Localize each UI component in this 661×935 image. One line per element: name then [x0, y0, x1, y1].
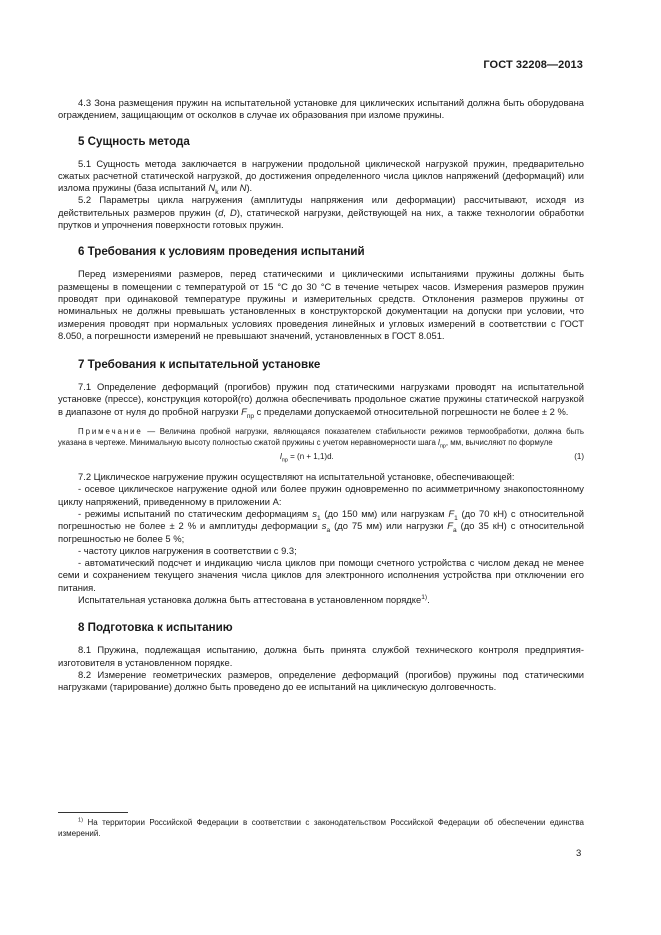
clause-7-2: 7.2 Циклическое нагружение пружин осуществляют на испытательной установке, обеспечивающей:: [78, 471, 515, 483]
footnote: $^{1)}$ На территории Российской Федерации в соответствии с законодательством Российской Федерации об обеспечении единства измерений.: [58, 817, 584, 838]
footnote-ref: 1): [421, 593, 428, 601]
footnote-separator: [58, 812, 128, 813]
list-item: - осевое циклическое нагружение одной или более пружин одновременно по асимметричному знакопостоянному циклу напряжений, приведенному в приложении А:: [58, 483, 584, 507]
clause-7-1: 7.1 Определение деформаций (прогибов) пружин под статическими нагрузками проводят на испытательной установке (прессе), конструкция которой(го) должна обеспечивать продольное сжатие пружины статической нагрузкой в диапазоне от нуля до пробной нагрузки $F_{пр}$ с пределами допускаемой относительной погрешности не более ± 2 %.: [58, 381, 584, 420]
list-item: - частоту циклов нагружения в соответствии с 9.3;: [78, 544, 297, 556]
section-6-title: 6 Требования к условиям проведения испытаний: [78, 245, 365, 259]
note-label: Примечание: [78, 427, 143, 437]
clause-4-3: 4.3 Зона размещения пружин на испытательной установке для циклических испытаний должна быть оборудована ограждением, защищающим от осколков в случае их образования при изломе пружины.: [58, 97, 584, 121]
formula-number: (1): [574, 452, 584, 462]
list-item: - автоматический подсчет и индикацию числа циклов при помощи счетного устройства с числом декад не менее семи и сохранением текущего значения числа циклов для электронного исполнения устройства при отключении его питания.: [58, 557, 584, 593]
clause-8-1: 8.1 Пружина, подлежащая испытанию, должна быть принята службой технического контроля предприятия-изготовителя в установленном порядке.: [58, 644, 584, 668]
standard-header: ГОСТ 32208—2013: [483, 59, 583, 71]
clause-5-2: 5.2 Параметры цикла нагружения (амплитуды напряжения или деформации) рассчитывают, исходя из действительных размеров пружин (d, D), статической нагрузки, действующей на них, а также технологии обработки прутков и упрочнения поверхности готовых пружин.: [58, 194, 584, 231]
section-6-paragraph: Перед измерениями размеров, перед статическими и циклическими испытаниями пружины должны быть размещены в помещении с температурой от 15 °С до 30 °С в течение четырех часов. Измерения размеров пружин проводят при одинаковой температуре пружины и измерительных средств. Отклонения размеров пружины от номинальных не должны превышать установленных в конструкторской документации на допуски при условии, что измерения проводят при нормальных условиях проведения линейных и угловых измерений в соответствии с ГОСТ 8.050, а погрешности измерений не превышают значений, установленных в ГОСТ 8.051.: [58, 268, 584, 341]
clause-8-2: 8.2 Измерение геометрических размеров, определение деформаций (прогибов) пружины под статическими нагрузками (тарирование) должно быть проведено до ее испытаний на циклическую долговечность.: [58, 668, 584, 693]
attestation-paragraph: Испытательная установка должна быть аттестована в установленном порядке$^{1)}$.: [78, 593, 430, 606]
note: Примечание — Величина пробной нагрузки, являющаяся показателем стабильности режимов термообработки, должна быть указана в чертеже. Минимальную высоту полностью сжатой пружины с учетом неравномерности шага $l_{пр}$, мм, вычисляют по формуле: [58, 427, 584, 450]
formula-1: [58, 450, 584, 465]
formula-expression: $l_{пр} = (n + 1,1)d$.: [280, 452, 334, 464]
section-8-title: 8 Подготовка к испытанию: [78, 621, 233, 635]
section-7-title: 7 Требования к испытательной установке: [78, 358, 321, 372]
page-number: 3: [576, 848, 582, 859]
list-item: - режимы испытаний по статическим деформациям $s_1$ (до 150 мм) или нагрузкам $F_1$ (до 70 кН) с относительной погрешностью не более ± 2 % и амплитуды деформации $s_a$ (до 75 мм) или нагрузки $F_a$ (до 35 кН) с относительной погрешностью не более 5 %;: [58, 507, 585, 544]
clause-5-1: 5.1 Сущность метода заключается в нагружении продольной циклической нагрузкой пружин, предварительно сжатых расчетной статической нагрузкой, до достижения определенного числа циклов напряжений (деформаций) или излома пружины (база испытаний $N_k$ или N).: [58, 157, 584, 197]
section-5-title: 5 Сущность метода: [78, 134, 190, 148]
document-body: [58, 97, 584, 694]
